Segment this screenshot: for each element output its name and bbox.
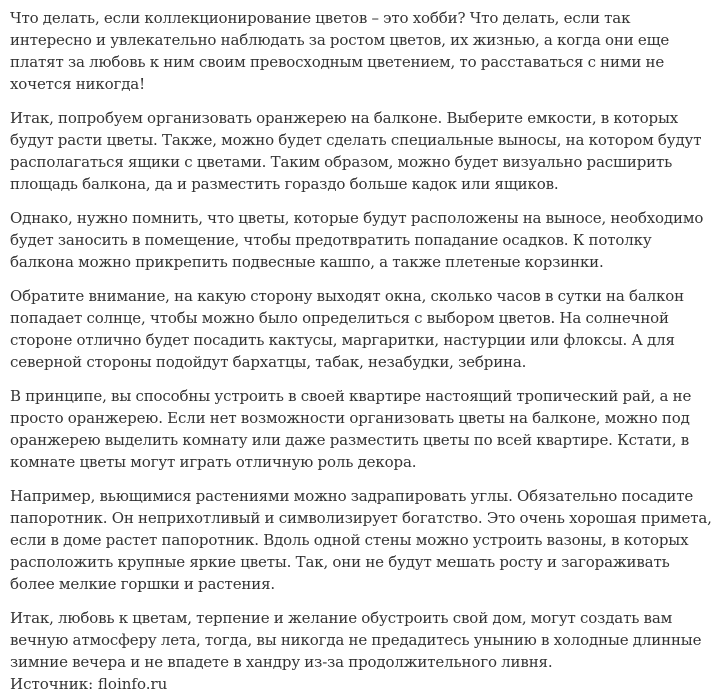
paragraph-conclusion: Итак, любовь к цветам, терпение и желание обустроить свой дом, могут создать вам вечную атмосферу лета, тогда, вы никогда не предадитесь унынию в холодные длинные зимние вечера и не впадете в хандру из-за продолжительного ливня. (10, 609, 702, 671)
paragraph-sun-side: Обратите внимание, на какую сторону выходят окна, сколько часов в сутки на балкон попадает солнце, чтобы можно было определиться с выбором цветов. На солнечной стороне отлично будет посадить кактусы, маргаритки, настурции или флоксы. А для северной стороны подойдут бархатцы, табак, незабудки, зебрина. (10, 287, 685, 371)
paragraph-fern: Например, вьющимися растениями можно задрапировать углы. Обязательно посадите папоротник. Он неприхотливый и символизирует богатство. Это очень хорошая примета, если в доме растет папоротник. Вдоль одной стены можно устроить вазоны, в которых расположить крупные яркие цветы. Так, они не будут мешать росту и загораживать более мелкие горшки и растения. (10, 487, 712, 593)
paragraph-precipitation: Однако, нужно помнить, что цветы, которые будут расположены на выносе, необходимо будет заносить в помещение, чтобы предотвратить попадание осадков. К потолку балкона можно прикрепить подвесные кашпо, а также плетеные корзинки. (10, 209, 704, 271)
paragraph-intro: Что делать, если коллекционирование цветов – это хобби? Что делать, если так интересно и увлекательно наблюдать за ростом цветов, их жизнью, а когда они еще платят за любовь к ним своим превосходным цветением, то расставаться с ними не хочется никогда! (10, 9, 670, 93)
paragraph-balcony: Итак, попробуем организовать оранжерею на балконе. Выберите емкости, в которых будут расти цветы. Также, можно будет сделать специальные выносы, на котором будут располагаться ящики с цветами. Таким образом, можно будет визуально расширить площадь балкона, да и разместить гораздо больше кадок или ящиков. (10, 109, 702, 193)
source-line: Источник: floinfo.ru (10, 675, 168, 693)
paragraph-tropical: В принципе, вы способны устроить в своей квартире настоящий тропический рай, а не просто оранжерею. Если нет возможности организовать цветы на балконе, можно под оранжерею выделить комнату или даже разместить цветы по всей квартире. Кстати, в комнате цветы могут играть отличную роль декора. (10, 387, 692, 471)
